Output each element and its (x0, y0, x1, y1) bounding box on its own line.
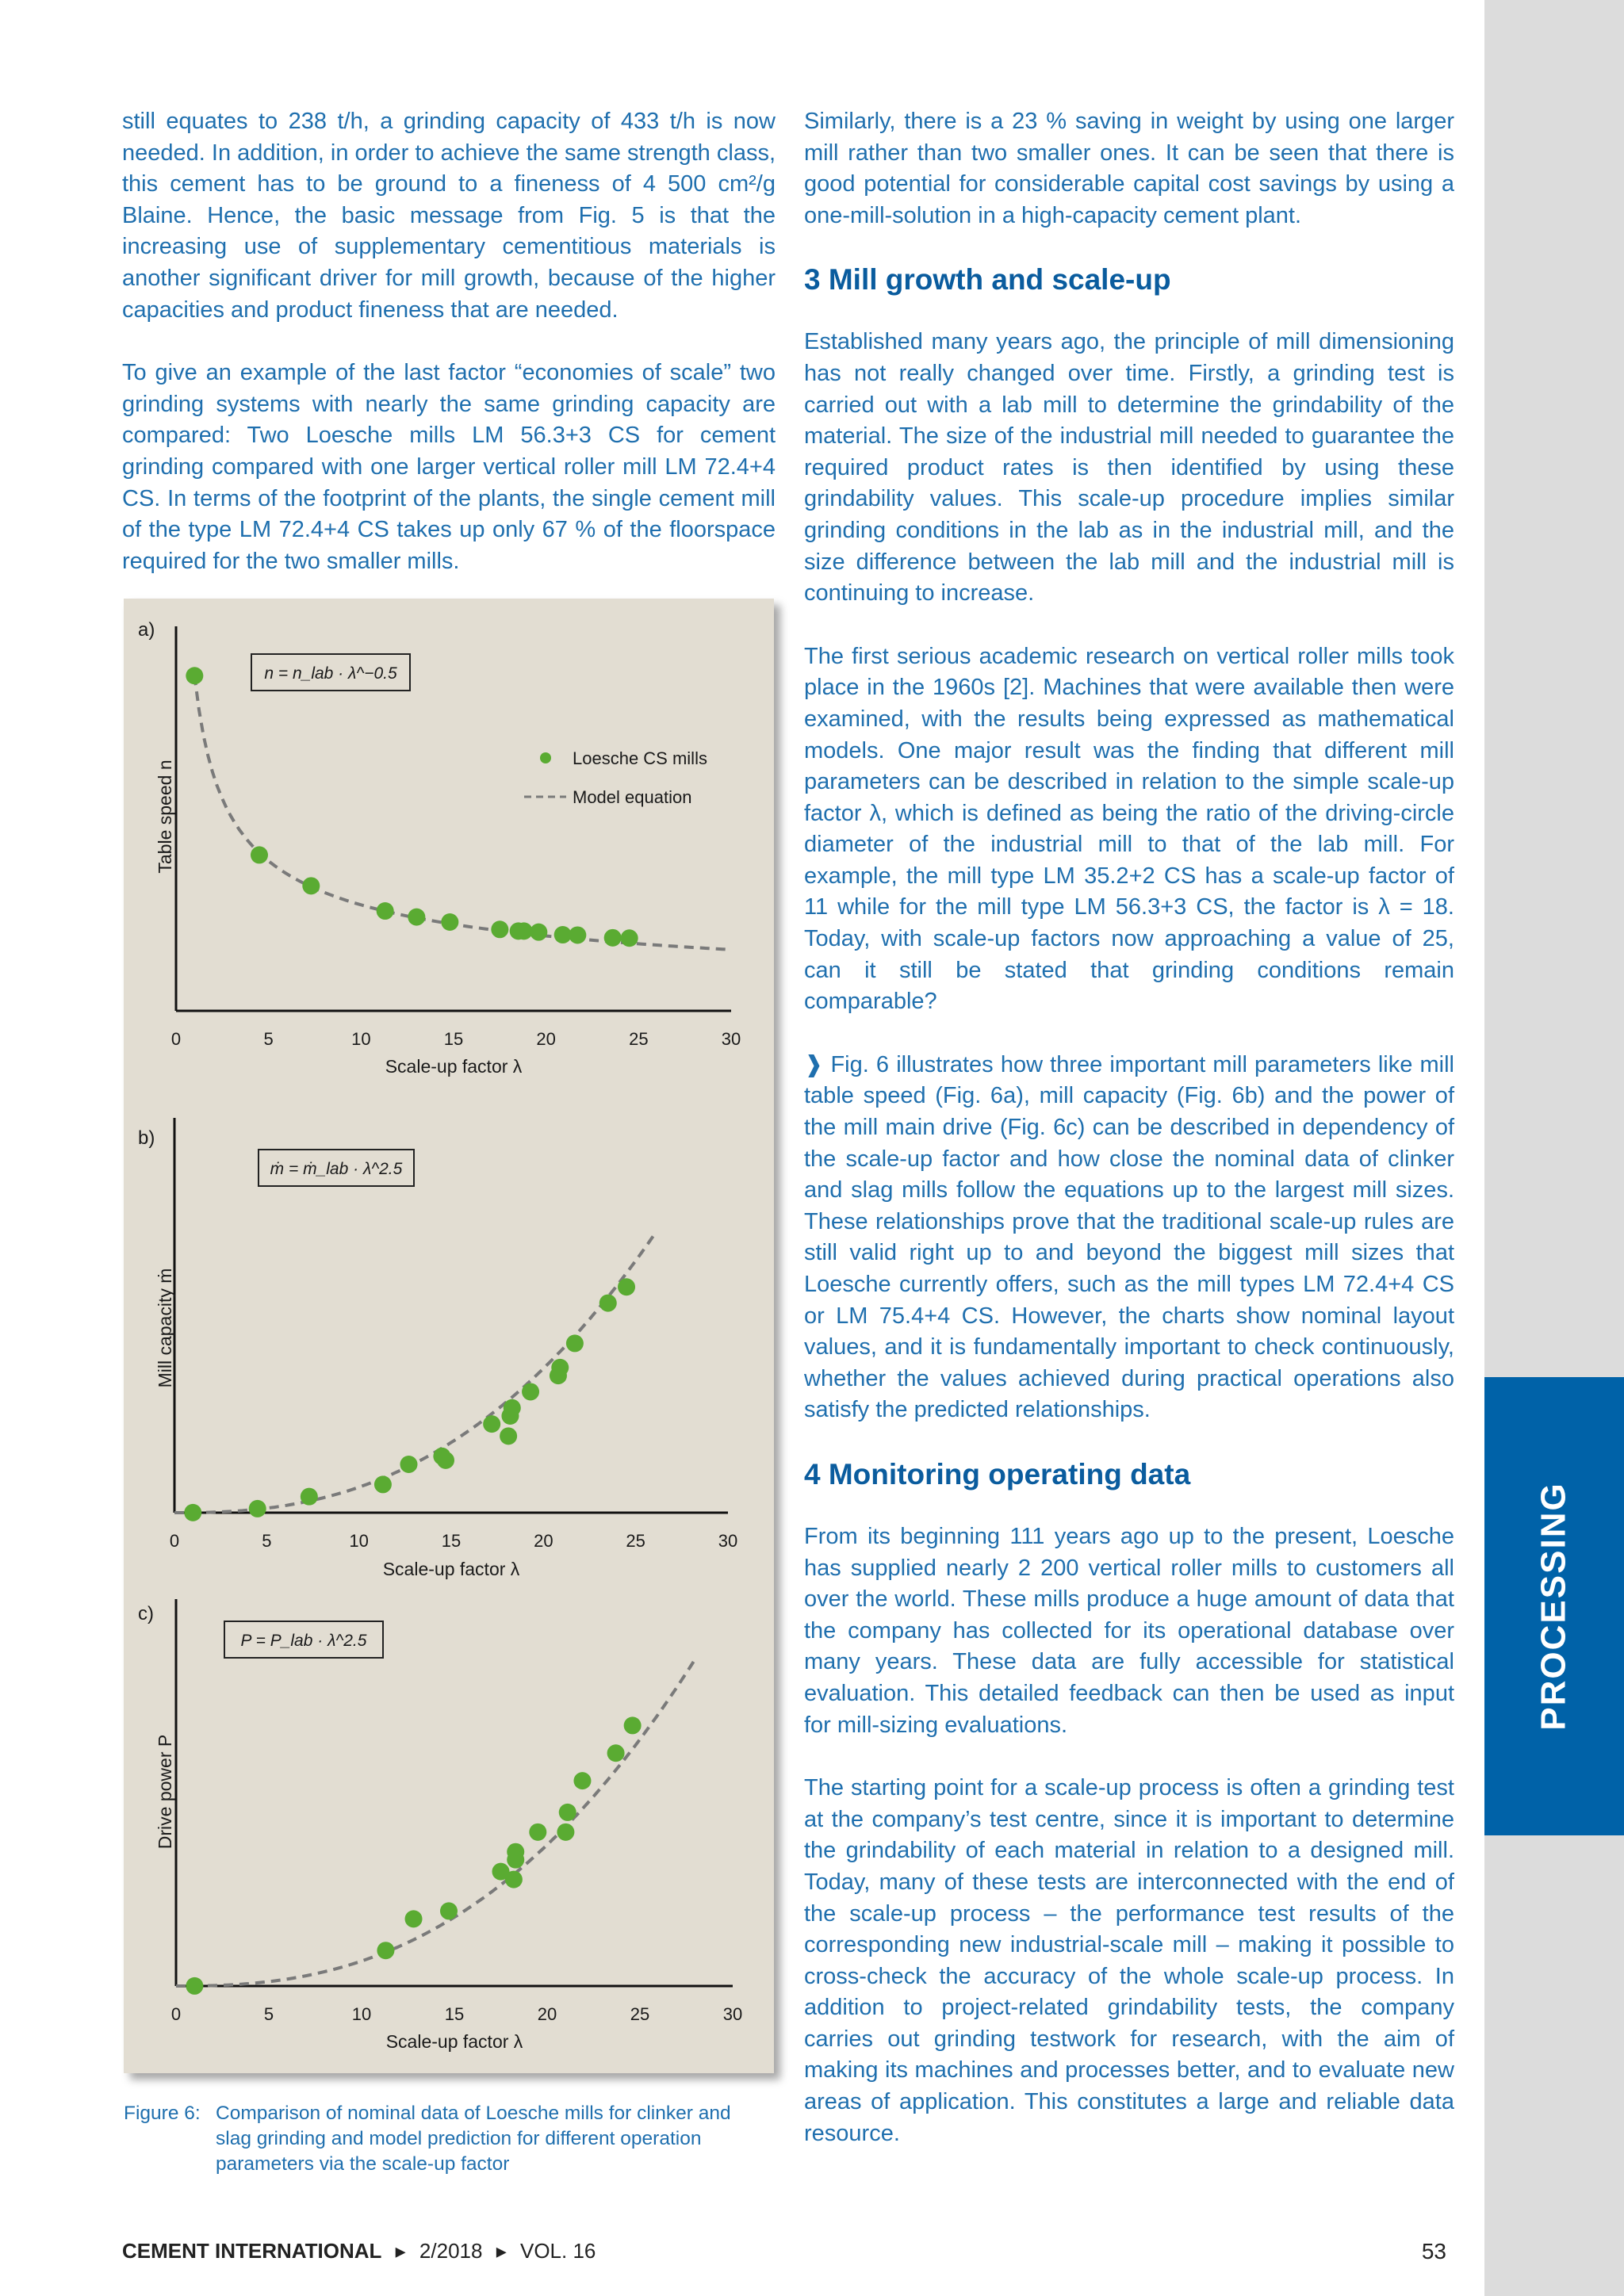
right-paragraph-3: The first serious academic research on vertical roller mills took place in the 1960s [2]. Machines that were available then were examined, with the results being expressed as mathematical models. One major result was the finding that different mill parameters can be described in relation to the simple scale-up factor λ, which is defined as being the ratio of the driving-circle diameter of the industrial mill to that of the lab mill. For example, the mill type LM 35.2+2 CS has a scale-up factor of 11 while for the mill type LM 56.3+3 CS, the factor is λ = 18. Today, with scale-up factors now approaching a value of 25, can it still be stated that grinding conditions remain comparable? (804, 643, 1454, 1015)
data-point (529, 1823, 546, 1841)
data-point (500, 1427, 517, 1445)
x-tick-label: 0 (170, 2004, 182, 2024)
right-paragraph-6: The starting point for a scale-up process is often a grinding test at the company’s test centre, since it is important to determine the grindability of each material in relation to a designed mill. Today, many of these tests are interconnected with the end of the scale-up process – the performance test results of the corresponding new industrial-scale mill – making it possible to cross-check the accuracy of the whole scale-up process. In addition to project-related grindability tests, the company carries out grinding testwork for research, with the aim of making its machines and processes better, and to evaluate new areas of application. This constitutes a large and reliable data resource. (804, 1775, 1454, 2146)
data-point (559, 1804, 576, 1821)
data-point (251, 846, 268, 863)
panel-label: b) (138, 1127, 155, 1149)
data-point (437, 1452, 454, 1469)
data-point (530, 924, 547, 941)
x-tick-label: 5 (262, 1531, 272, 1551)
right-paragraph-4 (804, 1050, 1454, 1426)
data-point (400, 1456, 417, 1473)
footer-separator-1: ▸ (395, 2239, 406, 2263)
panel-label: c) (138, 1603, 154, 1624)
x-tick-label: 25 (629, 1029, 649, 1049)
formula-label: P = P_lab · λ^2.5 (240, 1632, 367, 1650)
x-axis-label: Scale-up factor λ (385, 2031, 523, 2052)
left-paragraph-2: To give an example of the last factor “economies of scale” two grinding systems with nearly the same grinding capacity are compared: Two Loesche mills LM 56.3+3 CS for cement grinding compared with one larger vertical roller mill LM 72.4+4 CS. In terms of the footprint of the plants, the single cement mill of the type LM 72.4+4 CS takes up only 67 % of the floorspace required for the two smaller mills. (122, 360, 776, 574)
data-point (618, 1278, 635, 1295)
x-tick-label: 25 (626, 1531, 645, 1551)
right-paragraph-2: Established many years ago, the principle of mill dimensioning has not really changed over time. Firstly, a grinding test is carried out with a lab mill to determine the grindability of the material. The size of the industrial mill needed to guarantee the required product rates is then identified by using these grindability values. This scale-up procedure implies similar grinding conditions in the lab as in the industrial mill, and the size difference between the lab mill and the industrial mill is continuing to increase. (804, 329, 1454, 607)
x-tick-label: 20 (534, 1531, 553, 1551)
data-point (621, 929, 638, 947)
x-axis-label: Scale-up factor λ (385, 1056, 523, 1077)
data-point (491, 920, 508, 938)
data-point (569, 926, 586, 943)
data-point (522, 1383, 539, 1400)
figure-6 (124, 599, 774, 2073)
data-point (607, 1744, 625, 1762)
section-heading-4: 4 Monitoring operating data (804, 1457, 1191, 1490)
y-axis-label: Table speed n (155, 760, 175, 874)
legend-label-points: Loesche CS mills (573, 748, 707, 768)
data-point (249, 1500, 266, 1517)
data-point (405, 1910, 423, 1927)
data-point (441, 913, 458, 931)
section-heading-3: 3 Mill growth and scale-up (804, 263, 1171, 297)
data-point (302, 877, 320, 894)
data-point (408, 909, 425, 926)
figure-6-charts (124, 599, 774, 2073)
left-paragraph-1: still equates to 238 t/h, a grinding capacity of 433 t/h is now needed. In addition, in order to achieve the same strength class, this cement has to be ground to a fineness of 4 500 cm²/g Blaine. Hence, the basic message from Fig. 5 is that the increasing use of supplementary cementitious materials is another significant driver for mill growth, because of the higher capacities and product fineness that are needed. (122, 109, 776, 323)
data-point (566, 1334, 584, 1352)
data-point (377, 1942, 394, 1959)
data-point (507, 1843, 524, 1861)
paragraph-marker-icon: ❱ (804, 1051, 824, 1077)
x-tick-label: 25 (630, 2004, 650, 2024)
x-tick-label: 20 (536, 1029, 556, 1049)
chart-panel-1 (138, 619, 741, 1077)
data-point (505, 1871, 523, 1888)
issue-number: 2/2018 (419, 2239, 483, 2263)
data-point (604, 929, 622, 947)
volume-number: VOL. 16 (519, 2239, 596, 2263)
x-tick-label: 0 (170, 1029, 182, 1049)
legend-label-model: Model equation (573, 787, 692, 807)
x-tick-label: 10 (349, 1531, 369, 1551)
x-tick-label: 30 (721, 1029, 741, 1049)
x-tick-label: 10 (351, 1029, 371, 1049)
footer-separator-2: ▸ (496, 2239, 507, 2263)
y-axis-label: Drive power P (155, 1734, 175, 1850)
x-tick-label: 0 (169, 1531, 180, 1551)
x-tick-label: 30 (722, 2004, 743, 2024)
data-point (551, 1359, 569, 1376)
model-curve (194, 675, 731, 950)
x-tick-label: 5 (263, 2004, 274, 2024)
model-curve (176, 1659, 695, 1986)
formula-label: ṁ = ṁ_lab · λ^2.5 (270, 1160, 403, 1178)
right-column (804, 106, 1454, 2181)
data-point (186, 667, 203, 684)
formula-label: n = n_lab · λ^−0.5 (264, 664, 397, 683)
data-point (504, 1399, 521, 1417)
data-point (374, 1475, 392, 1493)
x-axis-label: Scale-up factor λ (382, 1559, 520, 1579)
data-point (515, 922, 533, 939)
data-point (573, 1772, 591, 1789)
data-point (440, 1902, 458, 1919)
data-point (557, 1823, 574, 1841)
right-paragraph-4-text: Fig. 6 illustrates how three important mill parameters like mill table speed (Fig. 6a), mill capacity (Fig. 6b) and the power of the mill main drive (Fig. 6c) can be described in dependency of the scale-up factor and how close the nominal data of clinker and slag mills follow the equations up to the largest mill sizes. These relationships prove that the traditional scale-up rules are still valid right up to and beyond the biggest mill sizes that Loesche currently offers, such as the mill types LM 72.4+4 CS or LM 75.4+4 CS. However, the charts show nominal layout values, and it is fundamentally important to check continuously, whether the values achieved during practical operations also satisfy the predicted relationships. (804, 1051, 1454, 1423)
data-point (624, 1716, 642, 1734)
caption-label: Figure 6: (124, 2103, 201, 2124)
x-tick-label: 5 (263, 1029, 274, 1049)
section-tab (1484, 1377, 1624, 1835)
x-tick-label: 15 (441, 1531, 462, 1551)
x-tick-label: 15 (444, 2004, 465, 2024)
figure-caption (124, 2101, 758, 2177)
chart-panel-3 (138, 1599, 742, 2052)
legend-marker-points (540, 752, 551, 763)
side-margin-bar (1484, 0, 1624, 2296)
panel-label: a) (138, 619, 155, 641)
x-tick-label: 30 (718, 1531, 738, 1551)
publication-name: CEMENT INTERNATIONAL (122, 2239, 382, 2263)
caption-text: Comparison of nominal data of Loesche mills for clinker and slag grinding and model prediction for different operation parameters via the scale-up factor (216, 2103, 731, 2175)
x-tick-label: 15 (443, 1029, 464, 1049)
data-point (186, 1977, 203, 1995)
x-tick-label: 20 (537, 2004, 557, 2024)
data-point (184, 1504, 201, 1521)
page-footer (122, 2239, 1446, 2263)
left-column (122, 106, 776, 609)
section-label: PROCESSING (1534, 1482, 1574, 1731)
page-number: 53 (1421, 2239, 1446, 2263)
chart-panel-2 (138, 1118, 737, 1579)
data-point (599, 1295, 617, 1312)
y-axis-label: Mill capacity ṁ (155, 1268, 175, 1388)
right-paragraph-5: From its beginning 111 years ago up to the present, Loesche has supplied nearly 2 200 vertical roller mills to customers all over the world. These mills produce a huge amount of data that the company has collected for its operational database over many years. These data are fully accessible for statistical evaluation. This detailed feedback can then be used as input for mill-sizing evaluations. (804, 1523, 1454, 1738)
data-point (301, 1488, 318, 1506)
data-point (483, 1415, 500, 1433)
data-point (377, 902, 394, 920)
x-tick-label: 10 (351, 2004, 372, 2024)
right-paragraph-1: Similarly, there is a 23 % saving in weight by using one larger mill rather than two smaller ones. It can be seen that there is good potential for considerable capital cost savings by using a one-mill-solution in a high-capacity cement plant. (804, 109, 1454, 228)
